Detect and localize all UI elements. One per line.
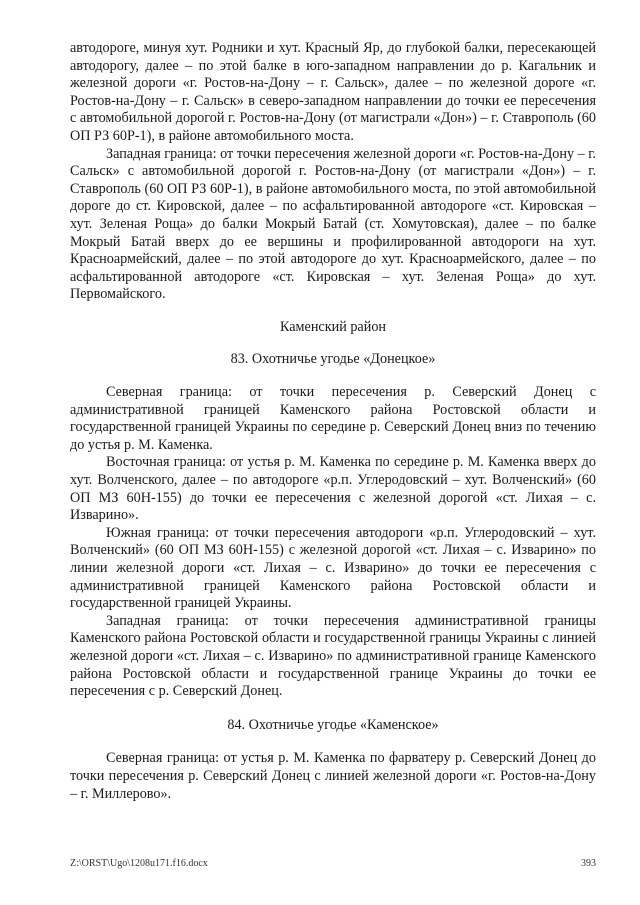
section-84-heading: 84. Охотничье угодье «Каменское» [227,716,439,733]
section-83-east-border: Восточная граница: от устья р. М. Каменка по середине р. М. Каменка вверх до хут. Волченского, далее – по автодороге «р.п. Углеродовский – хут. Волченский» (60 ОП МЗ 60Н-155) до точки ее пересечения с железной дорогой «ст. Лихая – с. Изварино». [70,454,596,524]
paragraph-intro-continuation: автодороге, минуя хут. Родники и хут. Красный Яр, до глубокой балки, пересекающей автодорогу, далее – по этой балке в юго-западном направлении до р. Кагальник и железной дороги «г. Ростов-на-Дону – г. Сальск», далее – по железной дороге «г. Ростов-на-Дону – г. Сальск» в северо-западном направлении до точки ее пересечения с автомобильной дорогой г. Ростов-на-Дону (от магистрали «Дон») – г. Ставрополь (60 ОП РЗ 60Р-1), в районе автомобильного моста. [70,40,596,144]
paragraph-west-border: Западная граница: от точки пересечения железной дороги «г. Ростов-на-Дону – г. Сальск» с автомобильной дорогой г. Ростов-на-Дону (от магистрали «Дон») – г. Ставрополь (60 ОП РЗ 60Р-1), в районе автомобильного моста, по этой автомобильной дороге до ст. Кировской, далее – по асфальтированной автодороге «ст. Кировская – хут. Зеленая Роща» до балки Мокрый Батай (ст. Хомутовская), далее – по балке Мокрый Батай вверх до ее вершины и профилированной автодороги на хут. Красноармейский, далее – по этой автодороге до хут. Красноармейского, далее – по асфальтированной автодороге «ст. Кировская – хут. Зеленая Роща» до хут. Первомайского. [70,145,596,303]
document-page [70,40,596,803]
section-83-south-border: Южная граница: от точки пересечения автодороги «р.п. Углеродовский – хут. Волченский» (60 ОП МЗ 60Н-155) с железной дорогой «ст. Лихая – с. Изварино» по линии железной дороги «ст. Лихая – с. Изварино» до точки ее пересечения с административной границей Каменского района Ростовской области и государственной границей Украины. [70,524,596,612]
district-heading: Каменский район [279,318,387,335]
page-number: 393 [581,858,596,869]
section-83-heading: 83. Охотничье угодье «Донецкое» [230,350,436,367]
section-84-north-border: Северная граница: от устья р. М. Каменка по фарватеру р. Северский Донец до точки пересечения р. Северский Донец с линией железной дороги «г. Ростов-на-Дону – г. Миллерово». [70,750,596,802]
footer-file-path: Z:\ORST\Ugo\1208u171.f16.docx [70,858,208,869]
section-83-west-border: Западная граница: от точки пересечения административной границы Каменского района Ростовской области и государственной границы Украины с линией железной дороги «ст. Лихая – с. Изварино» по административной границе Каменского района Ростовской области и государственной границе Украины до точки ее пересечения с р. Северский Донец. [70,612,596,700]
section-83-north-border: Северная граница: от точки пересечения р. Северский Донец с административной границей Каменского района Ростовской области и государственной границей Украины по середине р. Северский Донец вниз по течению до устья р. М. Каменка. [70,384,596,453]
